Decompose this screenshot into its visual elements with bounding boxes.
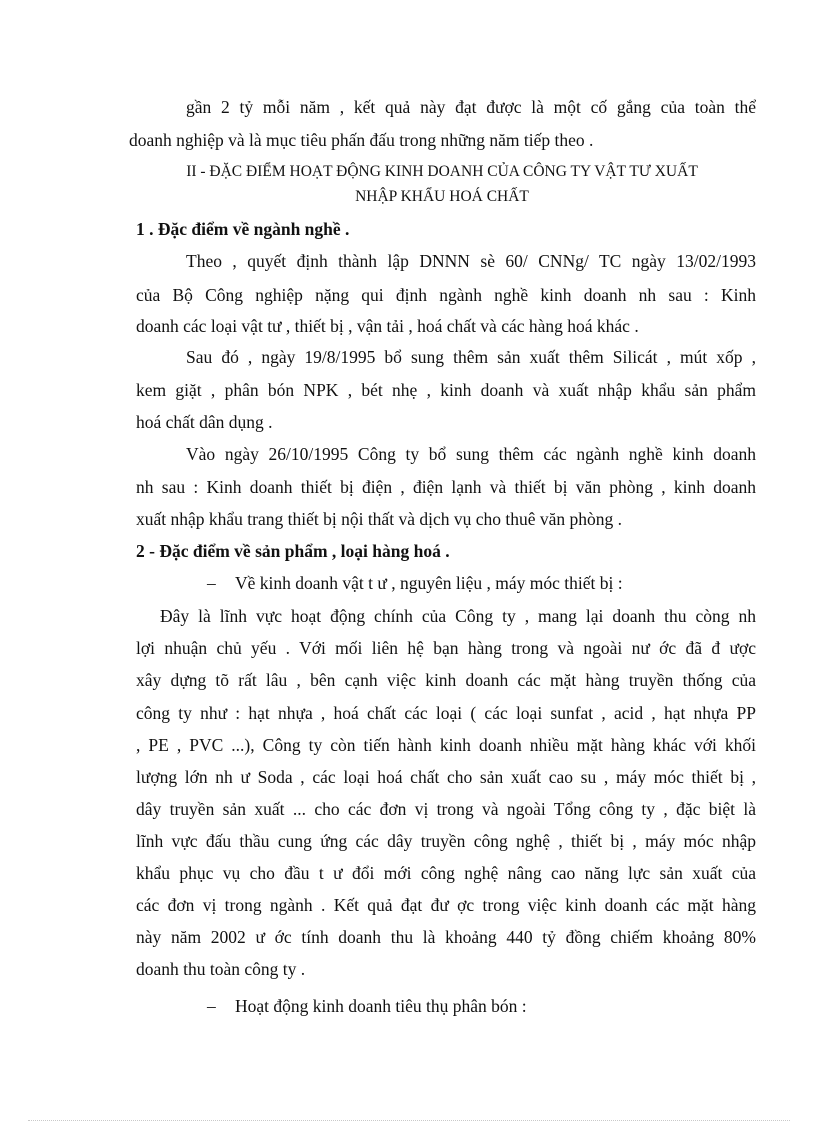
paragraph-line: xây dựng tõ rất lâu , bên cạnh việc kinh doanh các mặt hàng truyền thống của — [136, 670, 756, 690]
paragraph-line: của Bộ Công nghiệp nặng qui định ngành nghề kinh doanh nh sau : Kinh — [136, 285, 756, 305]
paragraph-line: , PE , PVC ...), Công ty còn tiến hành kinh doanh nhiều mặt hàng khác với khối — [136, 735, 756, 755]
paragraph-line: Đây là lĩnh vực hoạt động chính của Công ty , mang lại doanh thu còng nh — [160, 606, 756, 626]
paragraph-line: dây truyền sản xuất ... cho các đơn vị trong và ngoài Tổng công ty , đặc biệt là — [136, 799, 756, 819]
paragraph-line: lĩnh vực đấu thầu cung ứng các dây truyền công nghệ , thiết bị , máy móc nhập — [136, 831, 756, 851]
paragraph-line: doanh nghiệp và là mục tiêu phấn đấu trong những năm tiếp theo . — [129, 130, 594, 150]
paragraph-line: khẩu phục vụ cho đầu t ư đổi mới công nghệ nâng cao năng lực sản xuất của — [136, 863, 756, 883]
paragraph-line: xuất nhập khẩu trang thiết bị nội thất và dịch vụ cho thuê văn phòng . — [136, 509, 623, 529]
paragraph-line: kem giặt , phân bón NPK , bét nhẹ , kinh doanh và xuất nhập khẩu sản phẩm — [136, 380, 756, 400]
section-heading: II - ĐẶC ĐIỂM HOẠT ĐỘNG KINH DOANH CỦA CÔNG TY VẬT TƯ XUẤT — [186, 163, 698, 180]
paragraph-line: Vào ngày 26/10/1995 Công ty bổ sung thêm các ngành nghề kinh doanh — [186, 444, 756, 464]
paragraph-line: doanh các loại vật tư , thiết bị , vận tải , hoá chất và các hàng hoá khác . — [136, 316, 639, 336]
section-heading: NHẬP KHẨU HOÁ CHẤT — [355, 188, 529, 205]
subsection-heading: 2 - Đặc điểm về sản phẩm , loại hàng hoá . — [136, 541, 450, 561]
subsection-heading: 1 . Đặc điểm về ngành nghề . — [136, 219, 350, 239]
paragraph-line: gần 2 tỷ mỗi năm , kết quả này đạt được là một cố gắng của toàn thể — [186, 97, 756, 117]
dash-bullet: – — [207, 573, 216, 593]
paragraph-line: lượng lớn nh ư Soda , các loại hoá chất cho sản xuất cao su , máy móc thiết bị , — [136, 767, 756, 787]
paragraph-line: hoá chất dân dụng . — [136, 412, 273, 432]
paragraph-line: các đơn vị trong ngành . Kết quả đạt đư ợc trong việc kinh doanh các mặt hàng — [136, 895, 756, 915]
paragraph-line: Sau đó , ngày 19/8/1995 bổ sung thêm sản xuất thêm Silicát , mút xốp , — [186, 347, 756, 367]
paragraph-line: Theo , quyết định thành lập DNNN sè 60/ CNNg/ TC ngày 13/02/1993 — [186, 251, 756, 271]
paragraph-line: lợi nhuận chủ yếu . Với mối liên hệ bạn hàng trong và ngoài nư ớc đã đ ược — [136, 638, 756, 658]
paragraph-line: này năm 2002 ư ớc tính doanh thu là khoảng 440 tỷ đồng chiếm khoảng 80% — [136, 927, 756, 947]
paragraph-line: công ty như : hạt nhựa , hoá chất các loại ( các loại sunfat , acid , hạt nhựa PP — [136, 703, 756, 723]
dash-bullet: – — [207, 996, 216, 1016]
paragraph-line: doanh thu toàn công ty . — [136, 959, 306, 979]
page-bottom-divider — [28, 1120, 790, 1121]
bullet-text: Hoạt động kinh doanh tiêu thụ phân bón : — [235, 996, 527, 1016]
paragraph-line: nh sau : Kinh doanh thiết bị điện , điện lạnh và thiết bị văn phòng , kinh doanh — [136, 477, 756, 497]
bullet-text: Về kinh doanh vật t ư , nguyên liệu , máy móc thiết bị : — [235, 573, 623, 593]
